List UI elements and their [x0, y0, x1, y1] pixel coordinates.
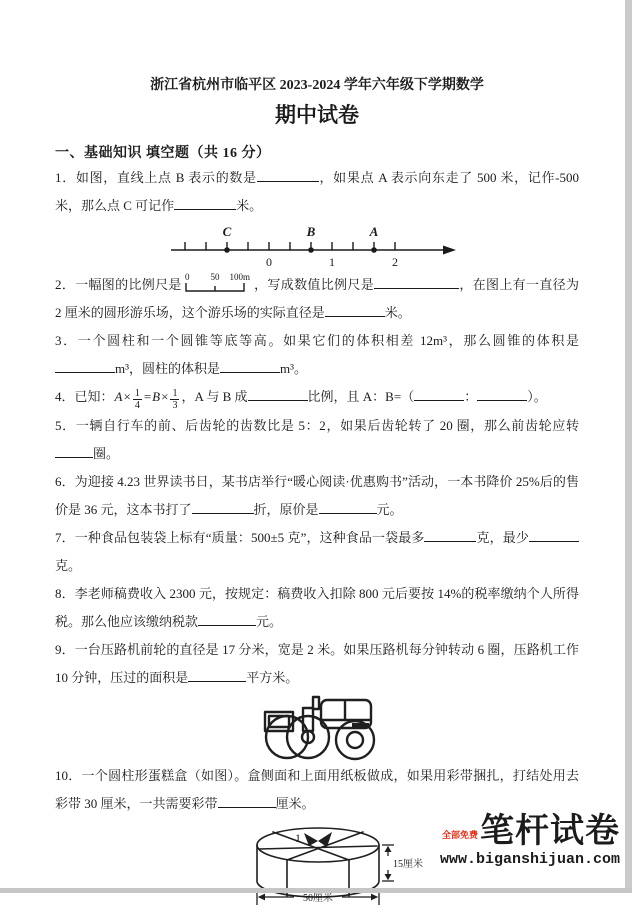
question-text: 8．李老师稿费收入 2300 元，按规定：稿费收入扣除 800 元后要按 14%的税率缴纳个人所得税。那么他应该缴纳税款	[55, 585, 579, 629]
answer-blank	[174, 195, 236, 210]
answer-blank	[198, 611, 256, 626]
question-text: ，写成数值比例尺是	[253, 277, 375, 292]
fraction-denominator: 4	[134, 400, 140, 411]
width-label: 50厘米	[303, 892, 333, 904]
question-text: 2．一幅图的比例尺是	[55, 277, 182, 292]
answer-blank	[257, 167, 319, 182]
question-text: ，如果点 A 表示向东走了 500 米，记作-500 米，那么点 C 可记作	[55, 170, 579, 213]
question-6	[55, 468, 579, 524]
fraction	[133, 388, 142, 412]
answer-blank	[218, 793, 276, 808]
answer-blank	[248, 386, 308, 401]
question-text: ，A 与 B 成	[181, 389, 248, 404]
section-heading: 一、基础知识 填空题（共 16 分）	[55, 146, 271, 161]
exam-title-line2: 期中试卷	[275, 103, 359, 127]
arrow-down-icon	[385, 874, 392, 880]
answer-blank	[374, 274, 459, 289]
question-3	[55, 327, 579, 383]
answer-blank	[319, 499, 377, 514]
question-text: 米。	[236, 198, 263, 213]
map-scale-bar	[184, 271, 252, 295]
question-text: 1．如图，直线上点 B 表示的数是	[55, 170, 257, 185]
question-text: 元。	[376, 501, 403, 517]
question-text: ×	[161, 389, 169, 404]
arrow-left-icon	[258, 893, 265, 900]
question-text: 9．一台压路机前轮的直径是 17 分米，宽是 2 米。如果压路机每分钟转动 6 圈，压路机工作 10 分钟，压过的面积是	[55, 641, 579, 685]
math-variable: B	[152, 389, 161, 404]
question-text: =	[143, 389, 152, 404]
question-7	[55, 524, 579, 580]
question-9	[55, 636, 579, 692]
scale-50-label: 50	[210, 272, 220, 282]
question-text: 比例，且 A：B=（	[307, 389, 415, 404]
math-variable: A	[114, 389, 123, 404]
question-text: ：	[464, 389, 478, 404]
question-text: ×	[123, 389, 131, 404]
answer-blank	[477, 386, 527, 401]
question-text: 4．已知：	[55, 389, 114, 404]
page-number: 1	[295, 831, 301, 845]
fraction-numerator: 1	[172, 387, 178, 399]
answer-blank	[188, 667, 246, 682]
question-1	[55, 164, 579, 220]
ribbon-top	[259, 832, 377, 860]
point-c-dot	[224, 247, 230, 253]
tick-label-1: 1	[329, 255, 335, 269]
question-text: ，在图上有一直径为 2 厘米的圆形游乐场，这个游乐场的实际直径是	[55, 277, 579, 320]
answer-blank	[220, 358, 280, 373]
exhaust-pipe	[313, 697, 319, 709]
watermark-brand: 笔杆试卷	[480, 812, 620, 850]
question-8	[55, 580, 579, 636]
point-b-label: B	[306, 224, 316, 239]
side-stripe	[352, 723, 369, 728]
exam-title-line1: 浙江省杭州市临平区 2023-2024 学年六年级下学期数学	[150, 78, 484, 93]
question-text: 克。	[55, 557, 82, 573]
arrow-right-icon	[371, 893, 378, 900]
point-a-label: A	[369, 224, 379, 239]
watermark	[440, 814, 620, 868]
fraction-denominator: 3	[172, 400, 178, 411]
answer-blank	[325, 302, 385, 317]
question-text: 平方米。	[246, 669, 299, 685]
question-text: ）。	[527, 389, 547, 404]
cake-box-drawing	[243, 821, 433, 913]
arrowhead-icon	[443, 246, 456, 255]
question-text: 圈。	[93, 445, 120, 461]
answer-blank	[192, 499, 254, 514]
exam-sheet	[55, 74, 579, 913]
watermark-brand-row	[440, 814, 620, 848]
point-b-dot	[308, 247, 314, 253]
question-text: m³。	[280, 361, 308, 376]
scale-0-label: 0	[184, 272, 190, 282]
question-text: 元。	[256, 613, 283, 629]
number-line-figure	[167, 223, 579, 269]
tick-label-0: 0	[266, 255, 272, 269]
question-text: m³，圆柱的体积是	[115, 361, 221, 376]
page-edge-bottom	[0, 888, 632, 893]
question-text: 5．一辆自行车的前、后齿轮的齿数比是 5：2，如果后齿轮转了 20 圈，那么前齿轮应转	[55, 417, 579, 433]
question-2	[55, 271, 579, 327]
answer-blank	[414, 386, 464, 401]
question-text: 厘米。	[275, 795, 315, 811]
watermark-url: www.biganshijuan.com	[439, 851, 620, 868]
point-c-label: C	[222, 224, 232, 239]
tick-label-2: 2	[392, 255, 398, 269]
question-text: 10．一个圆柱形蛋糕盒（如图）。盒侧面和上面用纸板做成，如果用彩带捆扎，打结处用去彩带 30 厘米，一共需要彩带	[55, 767, 579, 811]
road-roller-drawing	[253, 693, 385, 761]
question-5	[55, 412, 579, 468]
answer-blank	[424, 527, 476, 542]
question-text: 米。	[384, 305, 411, 320]
question-text: 克，最少	[476, 529, 529, 545]
answer-blank	[55, 358, 115, 373]
fraction-numerator: 1	[134, 387, 140, 399]
question-text: 6．为迎接 4.23 世界读书日，某书店举行“暖心阅读·优惠购书”活动，一本书降价 25%后的售价是 36 元，这本书打了	[55, 473, 579, 517]
rear-wheel-hub	[347, 732, 363, 748]
fraction	[170, 388, 179, 412]
height-label: 15厘米	[393, 858, 423, 870]
arrow-up-icon	[385, 845, 392, 851]
point-a-dot	[371, 247, 377, 253]
question-text: 7．一种食品包装袋上标有“质量：500±5 克”，这种食品一袋最多	[55, 529, 425, 545]
number-line-diagram	[167, 223, 467, 269]
page-edge-right	[625, 0, 632, 893]
scale-100-label: 100m	[229, 272, 250, 282]
road-roller-figure	[253, 693, 579, 761]
question-text: 3．一个圆柱和一个圆锥等底等高。如果它们的体积相差 12m³，那么圆锥的体积是	[55, 333, 579, 348]
watermark-tag: 全部免费	[441, 830, 478, 840]
question-text: 折，原价是	[253, 501, 319, 517]
answer-blank	[55, 443, 93, 458]
answer-blank	[529, 527, 579, 542]
question-4	[55, 383, 579, 412]
question-10	[55, 762, 579, 818]
